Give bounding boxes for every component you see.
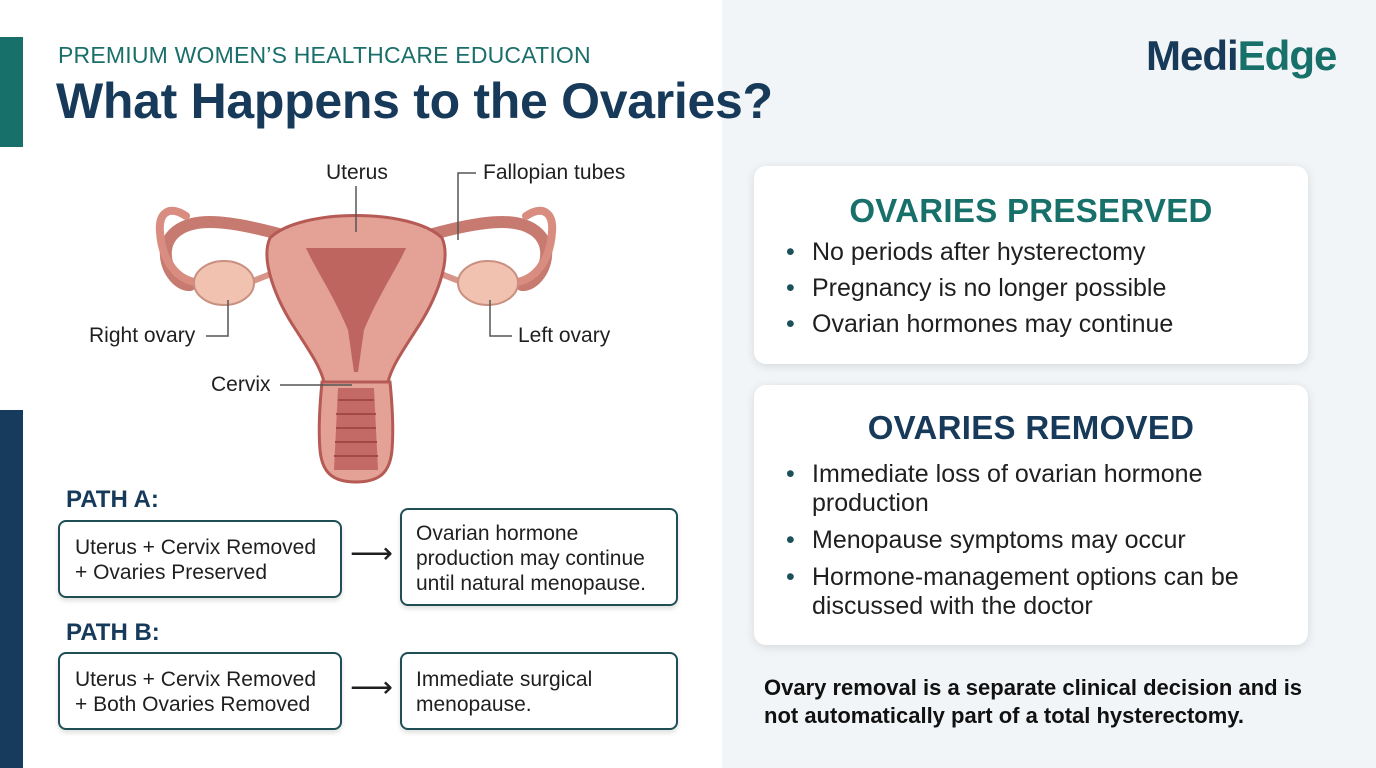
right-ovary-shape	[194, 261, 254, 305]
path-a-outcome-line: production may continue	[416, 547, 645, 570]
path-a-procedure-line: + Ovaries Preserved	[75, 561, 267, 584]
path-a-outcome-line: until natural menopause.	[416, 572, 646, 595]
path-b-outcome-box	[400, 652, 678, 730]
list-item: • Menopause symptoms may occur	[786, 526, 1256, 555]
list-item: • Hormone-management options can be discussed with the doctor	[786, 563, 1256, 621]
path-b-arrow-icon: ⟶	[350, 671, 394, 704]
path-b-outcome-line: menopause.	[416, 693, 532, 716]
ovaries-removed-card	[754, 385, 1308, 645]
list-item: • Pregnancy is no longer possible	[786, 274, 1173, 310]
path-a-procedure-line: Uterus + Cervix Removed	[75, 536, 316, 559]
path-b-procedure-line: + Both Ovaries Removed	[75, 693, 311, 716]
logo-part-medi: Medi	[1146, 32, 1238, 79]
label-right-ovary: Right ovary	[89, 324, 196, 347]
path-b-outcome-line: Immediate surgical	[416, 668, 593, 691]
accent-bar-top	[0, 37, 23, 147]
ovaries-removed-list	[786, 460, 1256, 621]
clinical-note: Ovary removal is a separate clinical decision and is not automatically part of a total hysterectomy.	[764, 675, 1303, 728]
path-a-arrow-icon: ⟶	[350, 537, 394, 570]
ovaries-removed-title: OVARIES REMOVED	[867, 409, 1195, 446]
uterus-anatomy-illustration	[80, 150, 640, 490]
label-left-ovary: Left ovary	[518, 324, 611, 347]
ovaries-preserved-list	[786, 238, 1173, 346]
path-b-procedure-line: Uterus + Cervix Removed	[75, 668, 316, 691]
label-cervix: Cervix	[211, 373, 271, 396]
page-title: What Happens to the Ovaries?	[56, 73, 773, 129]
logo-part-edge: Edge	[1237, 32, 1337, 79]
label-uterus: Uterus	[326, 161, 388, 184]
ovaries-preserved-card	[754, 166, 1308, 364]
path-a-heading: PATH A:	[66, 486, 159, 513]
brand-logo	[1146, 32, 1336, 80]
label-fallopian-tubes: Fallopian tubes	[483, 161, 626, 184]
accent-bar-bottom	[0, 410, 23, 768]
ovaries-preserved-title: OVARIES PRESERVED	[849, 192, 1213, 229]
eyebrow-text: PREMIUM WOMEN’S HEALTHCARE EDUCATION	[58, 42, 591, 68]
list-item: • Ovarian hormones may continue	[786, 310, 1173, 346]
path-b-heading: PATH B:	[66, 619, 160, 646]
list-item: • No periods after hysterectomy	[786, 238, 1173, 274]
path-a-outcome-box	[400, 508, 678, 606]
path-a-outcome-line: Ovarian hormone	[416, 522, 579, 545]
path-a-procedure-box	[58, 520, 342, 598]
left-ovary-shape	[458, 261, 518, 305]
path-b-procedure-box	[58, 652, 342, 730]
right-panel-background	[722, 0, 1376, 768]
list-item: • Immediate loss of ovarian hormone production	[786, 460, 1256, 518]
